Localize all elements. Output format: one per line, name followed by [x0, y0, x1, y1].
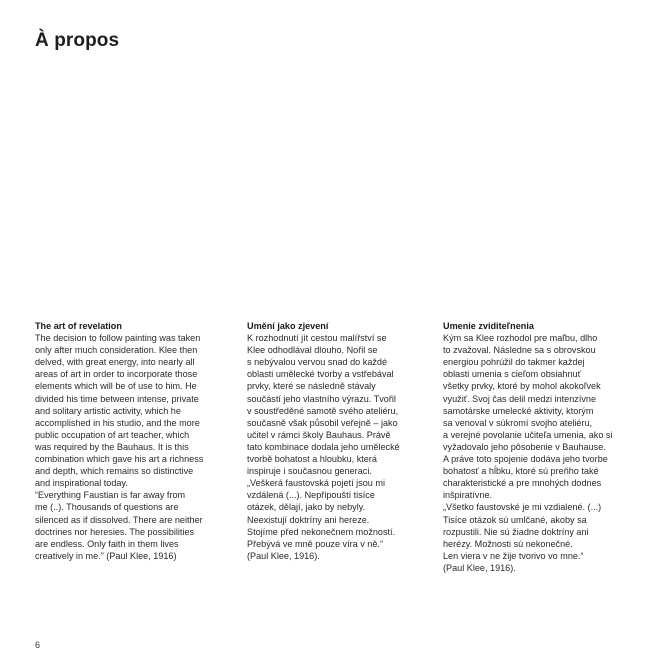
text-line: tvorbě bohatost a hloubku, která — [247, 454, 377, 465]
text-line: Přebývá ve mně pouze víra v ně.“ — [247, 538, 383, 549]
text-line: and inspirational today. — [35, 478, 128, 489]
column-body — [35, 332, 225, 562]
column-heading: Umenie zviditeľnenia — [443, 321, 534, 331]
text-line: sa venoval v súkromí svojho ateliéru, — [443, 417, 593, 428]
column-heading: Umění jako zjevení — [247, 321, 329, 331]
text-column-english — [35, 320, 225, 562]
text-line: s nebývalou vervou snad do každé — [247, 357, 388, 368]
text-line: creatively in me.” (Paul Klee, 1916) — [35, 550, 177, 561]
column-body — [443, 332, 638, 574]
text-line: současně však působil veřejně – jako — [247, 417, 398, 428]
text-line: herézy. Možnosti sú nekonečné. — [443, 538, 573, 549]
text-line: K rozhodnutí jít cestou malířství se — [247, 333, 387, 344]
text-line: Tisíce otázok sú umlčané, akoby sa — [443, 514, 587, 525]
text-line: vyžadovalo jeho pôsobenie v Bauhause. — [443, 441, 606, 452]
page-title: À propos — [35, 30, 120, 51]
text-column-czech — [247, 320, 427, 562]
text-line: are endless. Only faith in them lives — [35, 538, 179, 549]
text-line: public occupation of art teacher, which — [35, 429, 190, 440]
text-line: bohatosť a hĺbku, ktoré sú preňho také — [443, 466, 599, 477]
text-line: only after much consideration. Klee then — [35, 345, 198, 356]
text-line: Kým sa Klee rozhodol pre maľbu, dlho — [443, 333, 598, 344]
text-line: vzdálená (...). Nepřipouští tisíce — [247, 490, 375, 501]
column-heading: The art of revelation — [35, 321, 122, 331]
text-line: charakteristické a pre mnohých dodnes — [443, 478, 602, 489]
text-line: otázek, dělají, jako by nebyly. — [247, 502, 366, 513]
text-line: delved, with great energy, into nearly all — [35, 357, 195, 368]
text-line: využiť. Svoj čas delil medzi intenzívne — [443, 393, 597, 404]
text-line: Klee odhodlával dlouho. Nořil se — [247, 345, 378, 356]
text-line: v soustředěné samotě svého ateliéru, — [247, 405, 399, 416]
text-line: “Everything Faustian is far away from — [35, 490, 186, 501]
text-line: součástí jeho vlastního výrazu. Tvořil — [247, 393, 396, 404]
text-line: „Veškerá faustovská pojetí jsou mi — [247, 478, 385, 489]
text-line: oblasti umělecké tvorby a vstřebával — [247, 369, 394, 380]
text-line: The decision to follow painting was taken — [35, 333, 201, 344]
text-line: oblasti umenia s cieľom obsiahnuť — [443, 369, 581, 380]
column-body — [247, 332, 427, 562]
text-line: samotárske umelecké aktivity, ktorým — [443, 405, 594, 416]
text-line: tato kombinace dodala jeho umělecké — [247, 441, 400, 452]
text-line: me (..). Thousands of questions are — [35, 502, 179, 513]
text-line: areas of art in order to incorporate those — [35, 369, 198, 380]
text-line: (Paul Klee, 1916). — [247, 550, 320, 561]
text-line: divided his time between intense, private — [35, 393, 199, 404]
text-line: and depth, which remains so distinctive — [35, 466, 194, 477]
text-line: doctrines nor heresies. The possibilities — [35, 526, 195, 537]
text-line: elements which will be of use to him. He — [35, 381, 197, 392]
text-line: všetky prvky, ktoré by mohol akokoľvek — [443, 381, 601, 392]
text-line: inšpiratívne. — [443, 490, 493, 501]
page-number: 6 — [35, 640, 41, 650]
text-line: combination which gave his art a richness — [35, 454, 204, 465]
text-line: silenced as if dissolved. There are neither — [35, 514, 203, 525]
text-line: rozpustili. Nie sú žiadne doktríny ani — [443, 526, 589, 537]
text-line: A práve toto spojenie dodáva jeho tvorbe — [443, 454, 608, 465]
text-line: was required by the Bauhaus. It is this — [35, 441, 189, 452]
text-line: a verejné povolanie učiteľa umenia, ako si — [443, 429, 613, 440]
text-line: accomplished in his studio, and the more — [35, 417, 200, 428]
text-line: Neexistují doktríny ani hereze. — [247, 514, 370, 525]
text-line: učitel v rámci školy Bauhaus. Právě — [247, 429, 391, 440]
text-column-slovak — [443, 320, 638, 574]
text-line: energiou pohrúžil do takmer každej — [443, 357, 585, 368]
text-line: prvky, které se následně stávaly — [247, 381, 376, 392]
text-line: inspiruje i současnou generaci. — [247, 466, 372, 477]
text-line: Len viera v ne žije tvorivo vo mne.“ — [443, 550, 584, 561]
text-line: (Paul Klee, 1916). — [443, 562, 516, 573]
text-line: and solitary artistic activity, which he — [35, 405, 181, 416]
text-line: to zvažoval. Následne sa s obrovskou — [443, 345, 596, 356]
text-line: Stojíme před nekonečnem možností. — [247, 526, 396, 537]
text-line: „Všetko faustovské je mi vzdialené. (...) — [443, 502, 602, 513]
